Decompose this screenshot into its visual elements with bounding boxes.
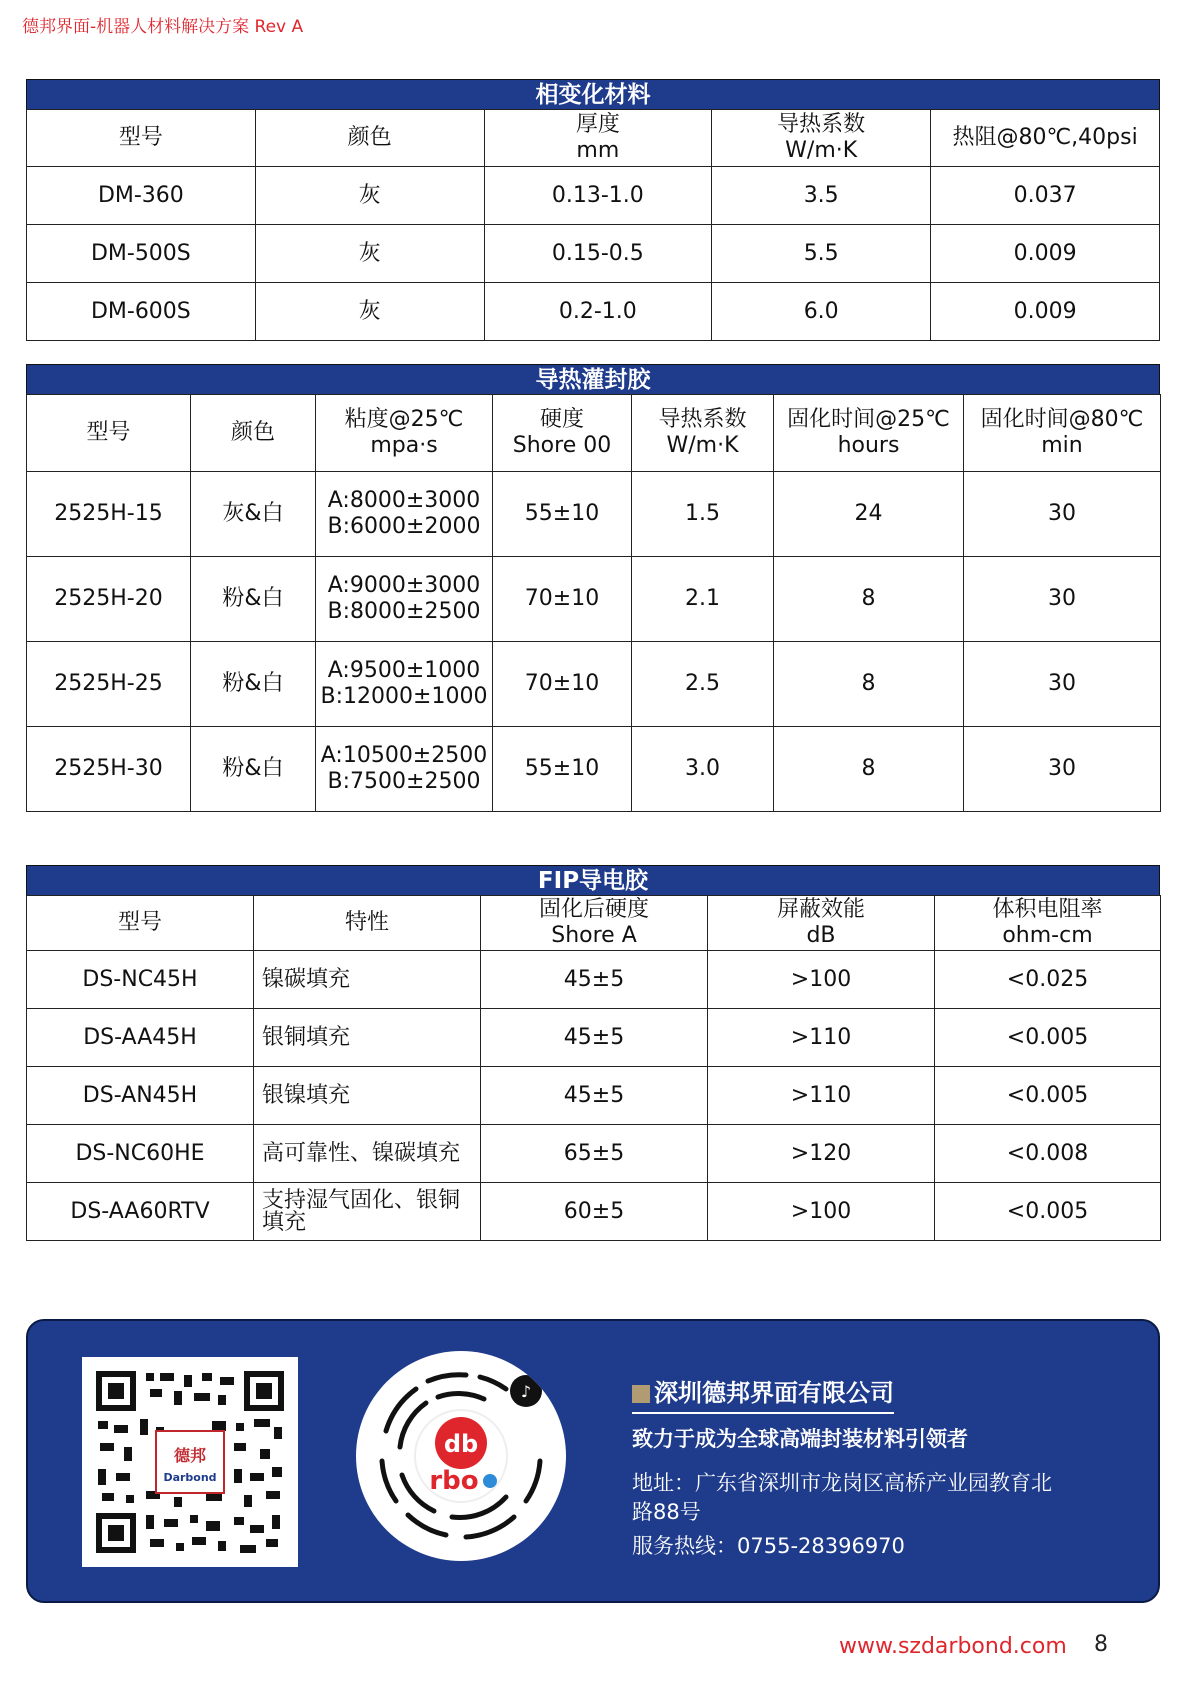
hardness-cell: 45±5 — [481, 1009, 708, 1067]
table-header-row — [27, 896, 1161, 951]
cure-25-cell: 8 — [774, 557, 964, 642]
header-cell: 热阻@80℃,40psi — [931, 110, 1160, 167]
color-cell: 灰 — [255, 283, 484, 341]
viscosity-cell: A:9000±3000 B:8000±2500 — [316, 557, 493, 642]
table-row — [27, 1067, 1161, 1125]
cure-25-cell: 8 — [774, 642, 964, 727]
cure-80-cell: 30 — [964, 472, 1161, 557]
table-header-row — [27, 395, 1161, 472]
header-cell: 体积电阻率 ohm-cm — [935, 896, 1161, 951]
resistance-cell: 0.037 — [931, 167, 1160, 225]
header-cell: 型号 — [27, 896, 254, 951]
service-hotline: 服务热线：0755-28396970 — [632, 1534, 905, 1558]
resistivity-cell: <0.005 — [935, 1067, 1161, 1125]
svg-text:db: db — [443, 1430, 479, 1458]
shielding-cell: >120 — [708, 1125, 935, 1183]
feature-cell: 银铜填充 — [254, 1009, 481, 1067]
cure-80-cell: 30 — [964, 642, 1161, 727]
header-cell: 特性 — [254, 896, 481, 951]
color-cell: 灰 — [255, 225, 484, 283]
square-bullet-icon — [632, 1385, 650, 1403]
color-cell: 粉&白 — [191, 557, 316, 642]
mini-program-icon — [356, 1351, 566, 1561]
company-slogan: 致力于成为全球高端封装材料引领者 — [632, 1427, 968, 1451]
table-row — [27, 557, 1161, 642]
feature-cell: 镍碳填充 — [254, 951, 481, 1009]
svg-text:rbo: rbo — [429, 1466, 479, 1496]
resistivity-cell: <0.005 — [935, 1009, 1161, 1067]
header-cell: 导热系数 W/m·K — [712, 110, 931, 167]
conductivity-cell: 1.5 — [632, 472, 774, 557]
viscosity-cell: A:10500±2500 B:7500±2500 — [316, 727, 493, 812]
company-address: 地址：广东省深圳市龙岗区高桥产业园教育北路88号 — [632, 1471, 1052, 1524]
hardness-cell: 45±5 — [481, 1067, 708, 1125]
table-row — [27, 283, 1160, 341]
color-cell: 粉&白 — [191, 642, 316, 727]
color-cell: 粉&白 — [191, 727, 316, 812]
header-cell: 导热系数 W/m·K — [632, 395, 774, 472]
viscosity-cell: A:8000±3000 B:6000±2000 — [316, 472, 493, 557]
website-link[interactable]: www.szdarbond.com — [839, 1634, 1067, 1659]
model-cell: DM-600S — [27, 283, 256, 341]
hardness-cell: 45±5 — [481, 951, 708, 1009]
potting-section — [26, 364, 1160, 812]
contact-panel — [26, 1319, 1160, 1603]
table-row — [27, 642, 1161, 727]
hardness-cell: 55±10 — [493, 727, 632, 812]
table-header-row — [27, 110, 1160, 167]
model-cell: 2525H-30 — [27, 727, 191, 812]
resistivity-cell: <0.025 — [935, 951, 1161, 1009]
phase-change-section — [26, 79, 1160, 341]
model-cell: DS-AN45H — [27, 1067, 254, 1125]
viscosity-cell: A:9500±1000 B:12000±1000 — [316, 642, 493, 727]
section-title: 相变化材料 — [26, 79, 1160, 109]
section-title: 导热灌封胶 — [26, 364, 1160, 394]
cure-80-cell: 30 — [964, 727, 1161, 812]
table-row — [27, 727, 1161, 812]
feature-cell: 银镍填充 — [254, 1067, 481, 1125]
cure-25-cell: 8 — [774, 727, 964, 812]
svg-text:德邦: 德邦 — [173, 1446, 207, 1465]
thickness-cell: 0.13-1.0 — [484, 167, 712, 225]
model-cell: 2525H-25 — [27, 642, 191, 727]
header-cell: 型号 — [27, 110, 256, 167]
fip-section — [26, 865, 1160, 1241]
model-cell: 2525H-20 — [27, 557, 191, 642]
hardness-cell: 55±10 — [493, 472, 632, 557]
model-cell: 2525H-15 — [27, 472, 191, 557]
model-cell: DM-500S — [27, 225, 256, 283]
hardness-cell: 65±5 — [481, 1125, 708, 1183]
header-cell: 硬度 Shore 00 — [493, 395, 632, 472]
shielding-cell: >110 — [708, 1009, 935, 1067]
svg-text:♪: ♪ — [520, 1382, 532, 1401]
table-row — [27, 167, 1160, 225]
fip-table — [26, 895, 1161, 1241]
header-cell: 厚度 mm — [484, 110, 712, 167]
model-cell: DS-NC45H — [27, 951, 254, 1009]
header-cell: 固化时间@80℃ min — [964, 395, 1161, 472]
conductivity-cell: 5.5 — [712, 225, 931, 283]
resistance-cell: 0.009 — [931, 283, 1160, 341]
header-cell: 颜色 — [255, 110, 484, 167]
header-cell: 型号 — [27, 395, 191, 472]
thickness-cell: 0.15-0.5 — [484, 225, 712, 283]
potting-table — [26, 394, 1161, 812]
resistivity-cell: <0.005 — [935, 1183, 1161, 1241]
cure-25-cell: 24 — [774, 472, 964, 557]
model-cell: DS-NC60HE — [27, 1125, 254, 1183]
shielding-cell: >110 — [708, 1067, 935, 1125]
section-title: FIP导电胶 — [26, 865, 1160, 895]
phase-change-table — [26, 109, 1160, 341]
shielding-cell: >100 — [708, 951, 935, 1009]
feature-cell: 支持湿气固化、银铜填充 — [254, 1183, 481, 1241]
table-row — [27, 1009, 1161, 1067]
resistance-cell: 0.009 — [931, 225, 1160, 283]
model-cell: DM-360 — [27, 167, 256, 225]
company-name: 深圳德邦界面有限公司 — [632, 1373, 894, 1414]
hardness-cell: 70±10 — [493, 557, 632, 642]
table-row — [27, 951, 1161, 1009]
shielding-cell: >100 — [708, 1183, 935, 1241]
mini-program-code[interactable] — [356, 1351, 566, 1561]
table-row — [27, 472, 1161, 557]
model-cell: DS-AA60RTV — [27, 1183, 254, 1241]
conductivity-cell: 2.1 — [632, 557, 774, 642]
document-header: 德邦界面-机器人材料解决方案 Rev A — [22, 17, 304, 37]
header-cell: 颜色 — [191, 395, 316, 472]
header-cell: 粘度@25℃ mpa·s — [316, 395, 493, 472]
table-row — [27, 225, 1160, 283]
conductivity-cell: 3.0 — [632, 727, 774, 812]
table-row — [27, 1125, 1161, 1183]
svg-text:Darbond: Darbond — [163, 1471, 217, 1484]
hardness-cell: 70±10 — [493, 642, 632, 727]
conductivity-cell: 2.5 — [632, 642, 774, 727]
conductivity-cell: 3.5 — [712, 167, 931, 225]
thickness-cell: 0.2-1.0 — [484, 283, 712, 341]
hardness-cell: 60±5 — [481, 1183, 708, 1241]
feature-cell: 高可靠性、镍碳填充 — [254, 1125, 481, 1183]
resistivity-cell: <0.008 — [935, 1125, 1161, 1183]
color-cell: 灰 — [255, 167, 484, 225]
color-cell: 灰&白 — [191, 472, 316, 557]
page-number: 8 — [1094, 1632, 1108, 1657]
table-row — [27, 1183, 1161, 1241]
header-cell: 固化时间@25℃ hours — [774, 395, 964, 472]
wechat-qr-code[interactable] — [82, 1357, 298, 1567]
conductivity-cell: 6.0 — [712, 283, 931, 341]
model-cell: DS-AA45H — [27, 1009, 254, 1067]
header-cell: 屏蔽效能 dB — [708, 896, 935, 951]
header-cell: 固化后硬度 Shore A — [481, 896, 708, 951]
cure-80-cell: 30 — [964, 557, 1161, 642]
qr-code-icon — [94, 1369, 286, 1555]
